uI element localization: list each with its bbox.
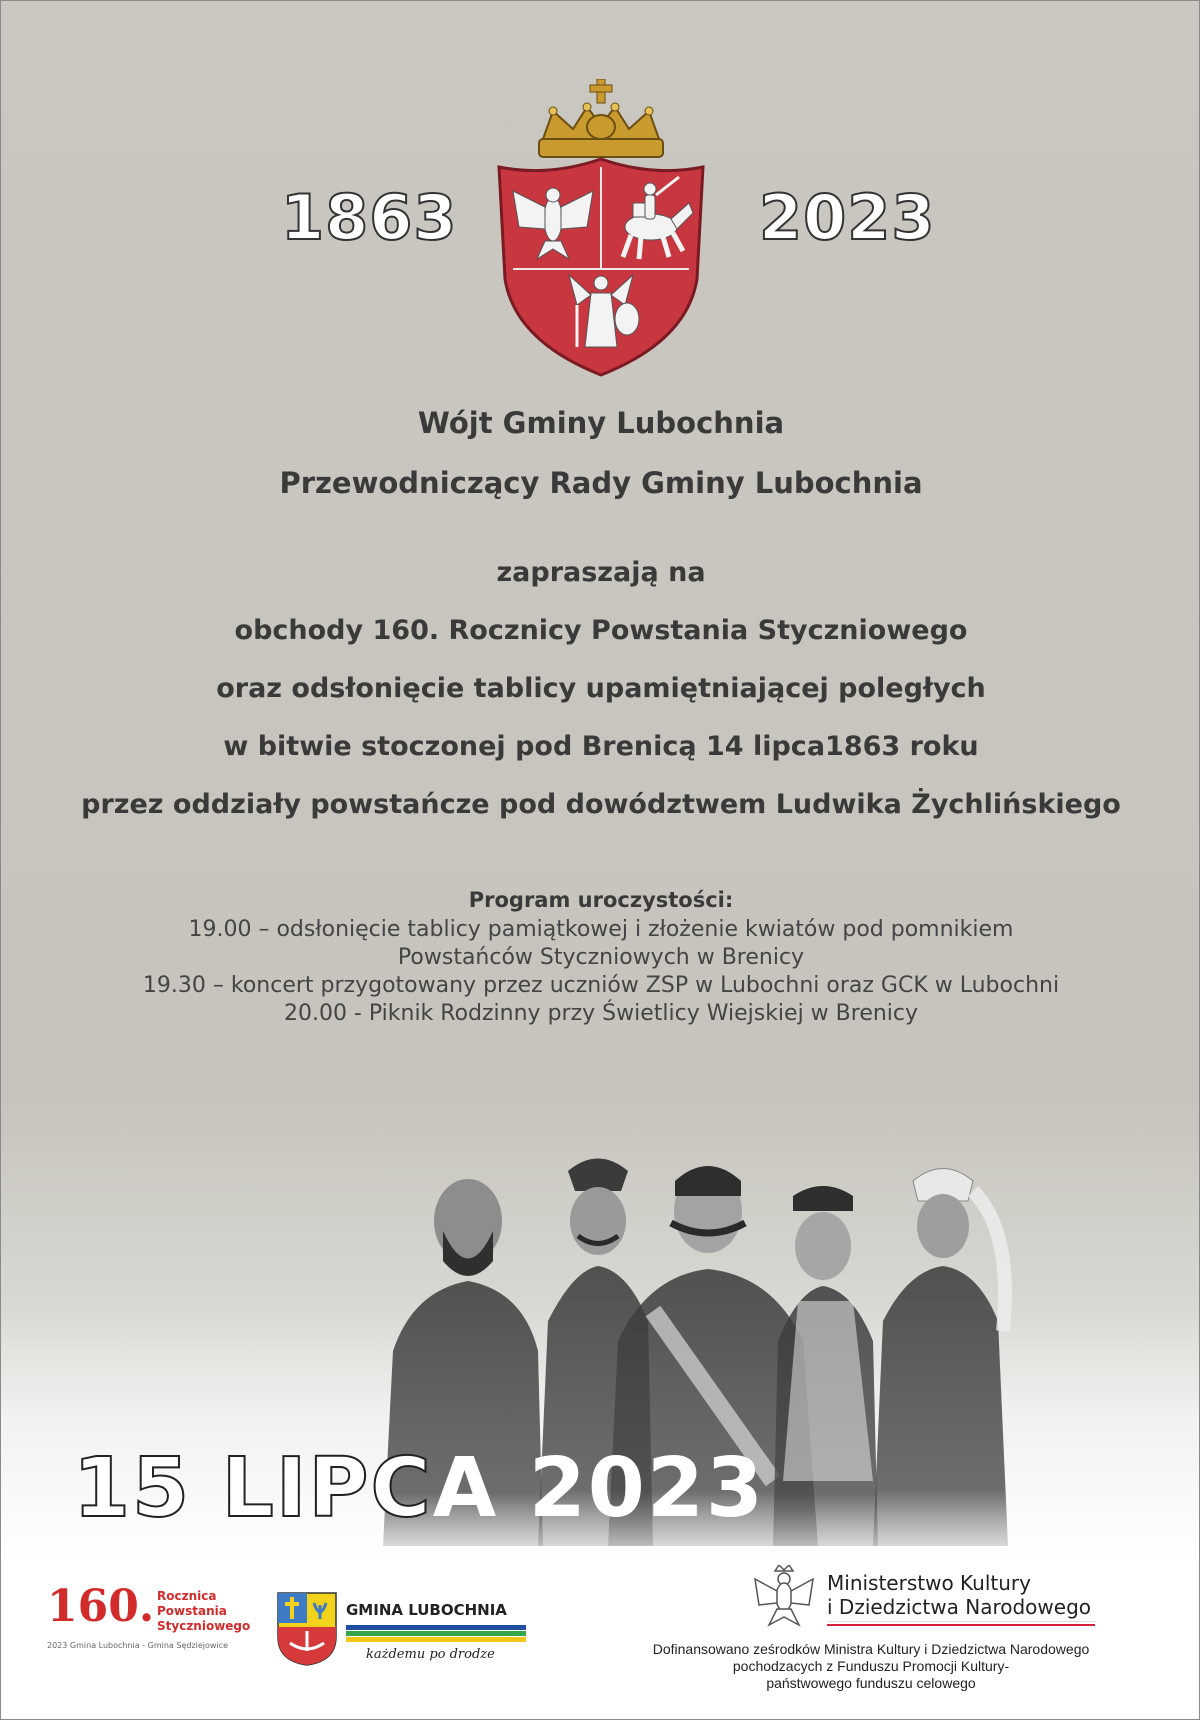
invitation-line-2: obchody 160. Rocznicy Powstania Styczniowego [234,615,968,646]
anniversary-logo [47,1581,257,1653]
january-uprising-coat-of-arms-icon [491,79,711,379]
anniversary-label-line-3: Styczniowego [157,1619,251,1633]
event-date-outline-part: 15 LIPC [73,1441,433,1536]
ministry-name [827,1571,1091,1619]
ministry-logo [753,1561,1093,1631]
program-line-2: Powstańców Styczniowych w Brenicy [397,945,805,970]
gmina-lubochnia-logo [276,1591,526,1671]
program-title: Program uroczystości: [468,888,734,912]
funding-note [621,1641,1121,1692]
invitation-line-5: przez oddziały powstańcze pod dowództwem Ludwika Żychlińskiego [81,789,1121,820]
host-line-1: Wójt Gminy Lubochnia [417,406,785,440]
ministry-name-line-1: Ministerstwo Kultury [827,1571,1031,1595]
gmina-name: GMINA LUBOCHNIA [346,1601,507,1619]
ministry-name-line-2: i Dziedzictwa Narodowego [827,1595,1091,1619]
gmina-crest-icon [276,1591,338,1667]
year-end: 2023 [759,181,936,254]
invitation-line-1: zapraszają na [496,557,706,588]
event-date-solid-part: A 2023 [432,1441,765,1536]
funding-line-1: Dofinansowano ześrodków Ministra Kultury i Dziedzictwa Narodowego [652,1641,1090,1657]
program-line-1: 19.00 – odsłonięcie tablicy pamiątkowej i złożenie kwiatów pod pomnikiem [188,917,1014,942]
anniversary-label [157,1589,250,1634]
invitation-line-4: w bitwie stoczonej pod Brenicą 14 lipca1863 roku [223,731,979,762]
event-date [73,1441,765,1536]
ministry-flag-rule [827,1621,1095,1626]
host-line-2: Przewodniczący Rady Gminy Lubochnia [279,466,923,500]
anniversary-label-line-2: Powstania [157,1604,227,1618]
funding-line-2: pochodzacych z Funduszu Promocji Kultury- [732,1658,1010,1674]
gmina-stripes [346,1625,526,1643]
funding-line-3: państwowego funduszu celowego [766,1675,976,1691]
program-line-3: 19.30 – koncert przygotowany przez uczniów ZSP w Lubochni oraz GCK w Lubochni [142,973,1060,998]
polish-eagle-icon [753,1565,815,1631]
anniversary-subtitle: 2023 Gmina Lubochnia - Gmina Sędziejowice [47,1641,228,1650]
gmina-motto: każdemu po drodze [366,1647,495,1662]
anniversary-number: 160. [47,1581,155,1632]
program-line-4: 20.00 - Piknik Rodzinny przy Świetlicy Wiejskiej w Brenicy [283,1001,919,1026]
invitation-line-3: oraz odsłonięcie tablicy upamiętniającej poległych [216,673,986,704]
year-start: 1863 [281,181,458,254]
anniversary-label-line-1: Rocznica [157,1589,217,1603]
